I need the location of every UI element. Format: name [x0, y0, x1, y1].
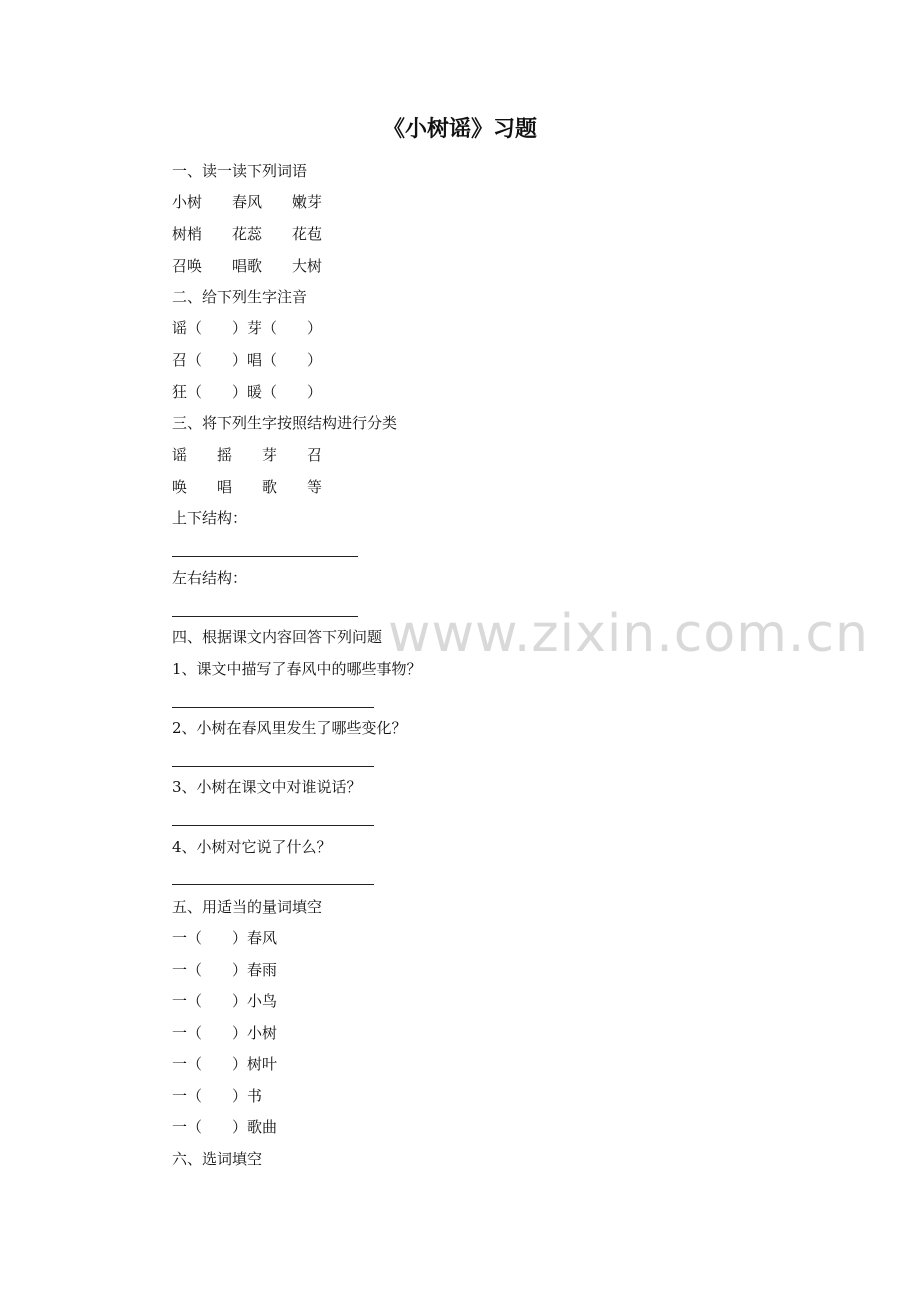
measure-word-row: 一（ ）树叶: [172, 1055, 278, 1073]
question: 3、小树在课文中对谁说话？: [172, 778, 362, 796]
answer-line: [172, 884, 374, 885]
answer-line: [172, 766, 374, 767]
pinyin-row: 召（ ）唱（ ）: [172, 351, 323, 369]
top-bottom-structure-label: 上下结构：: [172, 509, 248, 527]
section-3-heading: 三、将下列生字按照结构进行分类: [172, 414, 398, 432]
character-row: 唤 唱 歌 等: [172, 478, 323, 496]
question: 4、小树对它说了什么？: [172, 838, 332, 856]
word-row: 小树 春风 嫩芽: [172, 193, 323, 211]
measure-word-row: 一（ ）歌曲: [172, 1118, 278, 1136]
question: 2、小树在春风里发生了哪些变化？: [172, 719, 407, 737]
question: 1、课文中描写了春风中的哪些事物？: [172, 660, 422, 678]
pinyin-row: 谣（ ）芽（ ）: [172, 319, 323, 337]
section-2-heading: 二、给下列生字注音: [172, 288, 308, 306]
measure-word-row: 一（ ）春风: [172, 929, 278, 947]
watermark: www.zixin.com.cn: [388, 604, 869, 664]
measure-word-row: 一（ ）书: [172, 1087, 263, 1105]
page-title: 《小树谣》习题: [382, 116, 537, 142]
section-1-heading: 一、读一读下列词语: [172, 162, 308, 180]
pinyin-row: 狂（ ）暖（ ）: [172, 383, 323, 401]
section-5-heading: 五、用适当的量词填空: [172, 898, 323, 916]
measure-word-row: 一（ ）春雨: [172, 961, 278, 979]
section-6-heading: 六、选词填空: [172, 1150, 263, 1168]
answer-line: [172, 825, 374, 826]
measure-word-row: 一（ ）小鸟: [172, 992, 278, 1010]
character-row: 谣 摇 芽 召: [172, 446, 323, 464]
section-4-heading: 四、根据课文内容回答下列问题: [172, 628, 383, 646]
answer-line: [172, 556, 358, 557]
word-row: 树梢 花蕊 花苞: [172, 225, 323, 243]
measure-word-row: 一（ ）小树: [172, 1024, 278, 1042]
answer-line: [172, 707, 374, 708]
word-row: 召唤 唱歌 大树: [172, 257, 323, 275]
answer-line: [172, 616, 358, 617]
left-right-structure-label: 左右结构：: [172, 569, 248, 587]
